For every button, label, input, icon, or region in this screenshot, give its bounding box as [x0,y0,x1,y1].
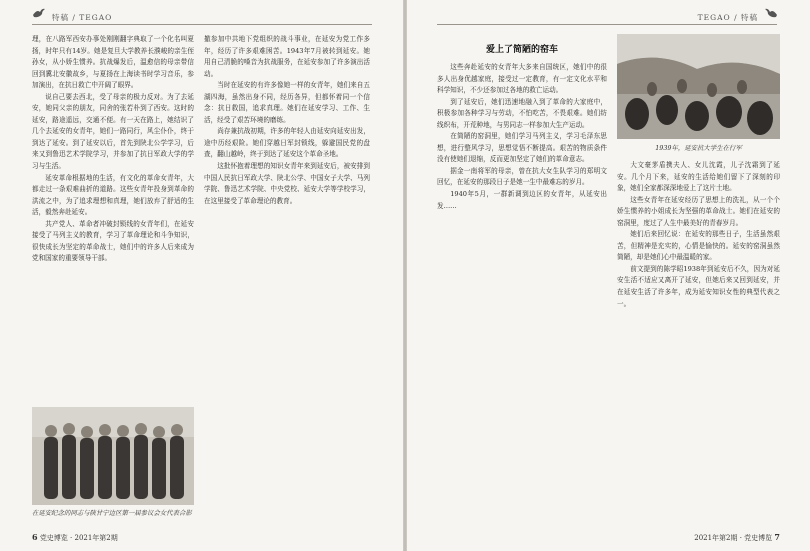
left-column-2 [204,34,370,524]
paragraph: 这批怀抱着理想的知识女青年来到延安后，被安排到中国人民抗日军政大学、陕北公学、中国女子大学、马列学院、鲁迅艺术学院、中央党校、延安大学等学校学习，在这里接受了革命理论的教育。 [204,162,370,205]
right-column-1 [437,62,607,524]
footer-info: 党史博览 · 2021年第2期 [39,534,118,542]
paragraph: 到了延安后，她们迅速地融入到了革命的大家庭中，积极参加各种学习与劳动，不怕吃苦，不畏艰难。她们纺线织布，开荒种地，与男同志一样参加大生产运动。 [437,97,607,129]
header-rule [437,24,777,25]
students-marching-photo-image [617,34,780,139]
paragraph: 这些女青年在延安经历了思想上的洗礼，从一个个娇生惯养的小姐成长为坚强的革命战士。她们在延安的窑洞里，度过了人生中最美好的青春岁月。 [617,195,780,227]
paragraph: 在简陋的窑洞里，她们学习马列主义，学习毛泽东思想，进行整风学习，思想觉悟不断提高。艰苦的物质条件没有使她们退缩，反而更加坚定了她们的革命意志。 [437,132,607,164]
paragraph: 说自己要去西北，受了母亲的极力反对。为了去延安，她同父亲的朋友，同舍的张若朴到了西安。这时的延安，路途遥远，交通不便。有一天在路上，她结识了几个去延安的女青年，她们一路同行，风尘仆仆，终于到达了延安。到了延安以后，首先到陕北公学学习，后来又到鲁迅艺术学院学习，并参加了抗日军政大学的学习与生活。 [32,92,194,171]
bird-icon [32,6,46,20]
group-photo [32,407,194,505]
article-title: 爱上了简陋的窑车 [485,45,558,55]
paragraph: 尚存兼抗战初期，许多的年轻人由延安向延安出发，途中历经艰险。她们穿越日军封锁线，躲避国民党的盘查，翻山越岭，终于到达了延安这个革命圣地。 [204,127,370,159]
paragraph: 撤参加中共地下党组织的战斗事业，在延安为党工作多年，经历了许多艰难困苦。1943年7月被转到延安。她用自己清脆的嗓音为抗战服务，在延安参加了许多演出活动。 [204,35,370,78]
paragraph: 理，在八路军西安办事处刚刚翻字典取了一个化名叫夏扬，时年只有14岁。她是复旦大学教养长濮峻的亲生侄孙女，从小娇生惯养。抗战爆发后，温愈信的母亲带信回到冀北安徽故乡，与夏扬在上海读书时学习音乐，参加演出，在抗日救亡中开阔了眼界。 [32,35,194,90]
left-page [0,0,403,551]
bird-icon [764,6,778,20]
women-group-photo-image [32,407,194,505]
paragraph: 当时在延安的有许多像她一样的女青年，她们来自五湖四海，虽然出身不同，经历各异，但都怀着同一个信念：抗日救国，追求真理。她们在延安学习、工作、生活，经受了艰苦环境的磨练。 [204,81,370,124]
left-footer [32,532,118,543]
photo-caption: 1939年，延安抗大学生在行军 [655,144,742,152]
right-page [407,0,810,551]
paragraph: 她们后来回忆说：在延安的那些日子，生活虽然艰苦，但精神是充实的，心情是愉快的。延安的窑洞虽然简陋，却是她们心中最温暖的家。 [617,230,780,262]
photo-caption: 在延安纪念的同志与陕甘宁边区第一届参议会女代表合影 [32,509,192,517]
paragraph: 共产党人、革命者冲破封锁线的女青年们，在延安接受了马列主义的教育，学习了革命理论和斗争知识，很快成长为坚定的革命战士，她们中的许多人后来成为党和国家的重要领导干部。 [32,219,194,263]
paragraph: 这些奔赴延安的女青年大多来自国统区，她们中的很多人出身优越家庭，接受过一定教育，有一定文化水平和科学知识，不少还参加过各地的救亡运动。 [437,63,607,95]
right-footer [694,532,780,543]
march-photo [617,34,780,139]
paragraph: 前文提到的陈学昭1938年到延安后不久，因为对延安生活不适应又离开了延安，但她后来又回到延安，并在延安生活了许多年，成为延安知识女性的典型代表之一。 [617,264,780,308]
page-number: 6 [32,532,38,542]
paragraph: 1940年5月，一群新调到边区的女青年，从延安出发…… [437,190,607,210]
paragraph: 延安革命根据地的生活，有文化的革命女青年，大都走过一条艰难曲折的道路。这些女青年投身到革命的洪流之中，为了追求理想和真理，她们放弃了舒适的生活，毅然奔赴延安。 [32,173,194,217]
header-rule [32,24,372,25]
paragraph: 大文豪茅盾携夫人、女儿沈霞，儿子沈霜到了延安。几个月下来，延安的生活给她们留下了深刻的印象，她们全家都深深地爱上了这片土地。 [617,161,780,193]
left-column-1 [32,34,194,404]
right-page-header: TEGAO / 特稿 [697,13,758,22]
footer-info: 2021年第2期 · 党史博览 [694,534,773,542]
left-page-header: 特稿 / TEGAO [52,13,113,22]
page-number: 7 [774,532,780,542]
paragraph: 据金一南将军的母亲，曾在抗大女生队学习的郑明文回忆，在延安的那段日子是她一生中最难忘的岁月。 [437,166,607,187]
right-column-2 [617,160,780,524]
